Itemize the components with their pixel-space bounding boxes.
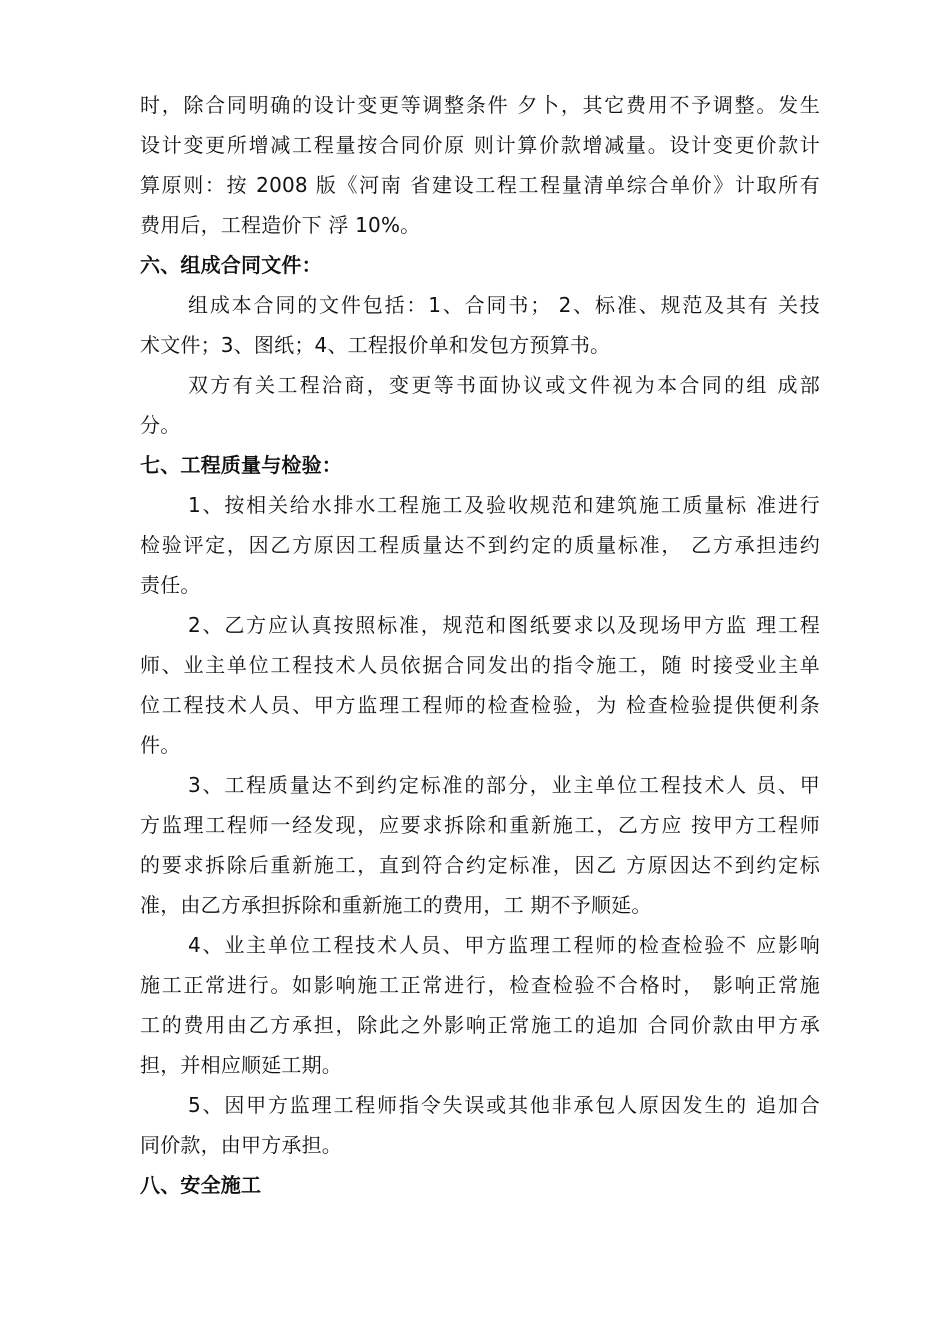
text-line: 方监理工程师一经发现，应要求拆除和重新施工，乙方应 按甲方工程师 xyxy=(140,813,820,837)
document-page xyxy=(140,85,820,1205)
text-line: 位工程技术人员、甲方监理工程师的检查检验，为 检查检验提供便利条 xyxy=(140,693,820,717)
section6-paragraph-1 xyxy=(140,285,820,365)
section7-item-5 xyxy=(140,1085,820,1165)
section7-item-3 xyxy=(140,765,820,925)
text-line: 组成本合同的文件包括：1、合同书； 2、标准、规范及其有 关技 xyxy=(188,293,820,317)
text-line: 施工正常进行。如影响施工正常进行，检查检验不合格时， 影响正常施 xyxy=(140,973,820,997)
text-line: 双方有关工程洽商，变更等书面协议或文件视为本合同的组 成部 xyxy=(188,373,820,397)
section7-item-1 xyxy=(140,485,820,605)
text-line: 3、工程质量达不到约定标准的部分，业主单位工程技术人 员、甲 xyxy=(188,773,820,797)
section6-paragraph-2 xyxy=(140,365,820,445)
text-line: 准，由乙方承担拆除和重新施工的费用，工 期不予顺延。 xyxy=(140,893,652,917)
text-line: 1、按相关给水排水工程施工及验收规范和建筑施工质量标 准进行 xyxy=(188,493,820,517)
text-line: 费用后，工程造价下 浮 10%。 xyxy=(140,213,421,237)
text-line: 设计变更所增减工程量按合同价原 则计算价款增减量。设计变更价款计 xyxy=(140,133,820,157)
text-line: 2、乙方应认真按照标准，规范和图纸要求以及现场甲方监 理工程 xyxy=(188,613,820,637)
text-line: 担，并相应顺延工期。 xyxy=(140,1053,342,1077)
text-line: 的要求拆除后重新施工，直到符合约定标准，因乙 方原因达不到约定标 xyxy=(140,853,820,877)
text-line: 算原则：按 2008 版《河南 省建设工程工程量清单综合单价》计取所有 xyxy=(140,173,820,197)
text-line: 4、业主单位工程技术人员、甲方监理工程师的检查检验不 应影响 xyxy=(188,933,820,957)
section-heading-8: 八、安全施工 xyxy=(140,1173,262,1197)
text-line: 时，除合同明确的设计变更等调整条件 夕卜，其它费用不予调整。发生 xyxy=(140,93,820,117)
section7-item-4 xyxy=(140,925,820,1085)
text-line: 5、因甲方监理工程师指令失误或其他非承包人原因发生的 追加合 xyxy=(188,1093,820,1117)
text-line: 件。 xyxy=(140,733,181,757)
section-heading-7: 七、工程质量与检验： xyxy=(140,453,342,477)
text-line: 工的费用由乙方承担，除此之外影响正常施工的追加 合同价款由甲方承 xyxy=(140,1013,820,1037)
text-line: 检验评定，因乙方原因工程质量达不到约定的质量标准， 乙方承担违约 xyxy=(140,533,820,557)
text-line: 术文件；3、图纸；4、工程报价单和发包方预算书。 xyxy=(140,333,611,357)
text-line: 师、业主单位工程技术人员依据合同发出的指令施工，随 时接受业主单 xyxy=(140,653,820,677)
section-heading-6: 六、组成合同文件： xyxy=(140,253,322,277)
text-line: 分。 xyxy=(140,413,181,437)
text-line: 责任。 xyxy=(140,573,201,597)
text-line: 同价款，由甲方承担。 xyxy=(140,1133,342,1157)
section7-item-2 xyxy=(140,605,820,765)
continuation-paragraph xyxy=(140,85,820,245)
